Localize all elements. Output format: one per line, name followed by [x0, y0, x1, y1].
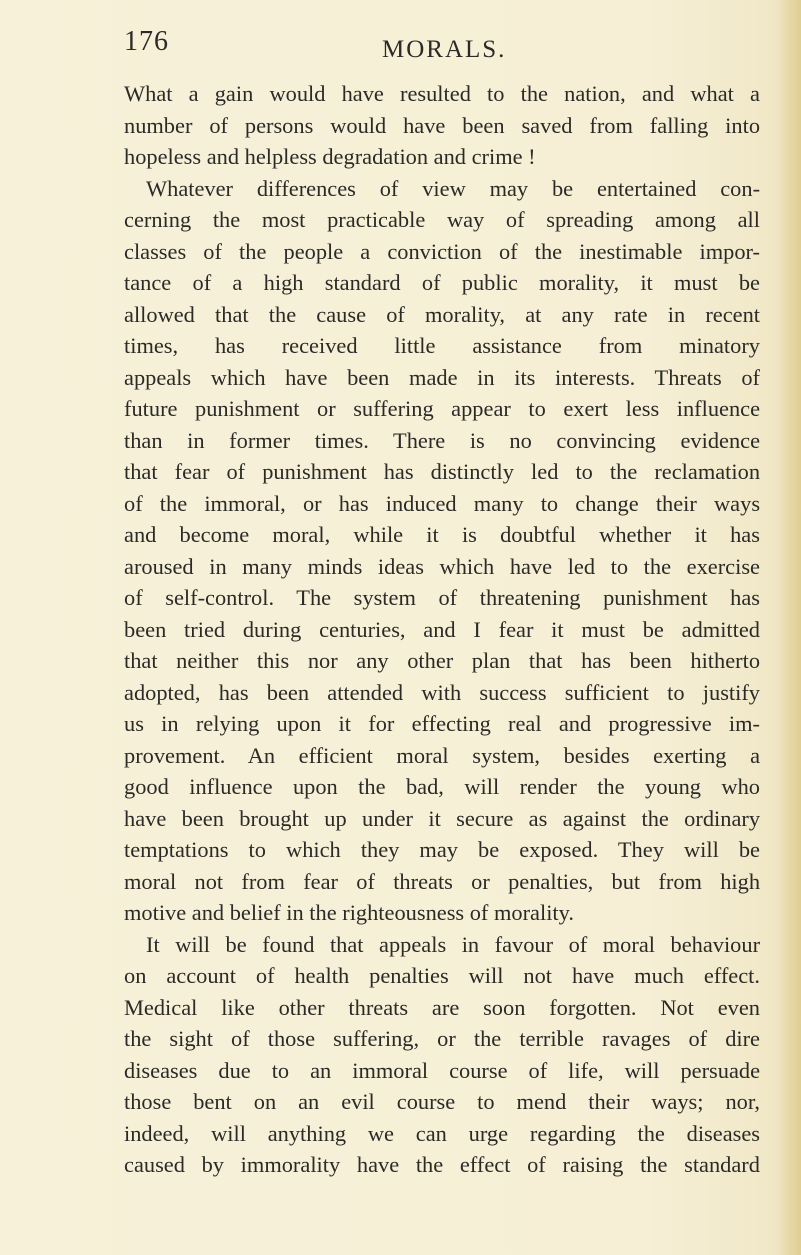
- text-line: allowed that the cause of morality, at any rate in recent: [124, 301, 761, 327]
- text-line: good influence upon the bad, will render the young who: [124, 774, 760, 799]
- text-line: moral not from fear of threats or penalties, but from high: [124, 868, 761, 894]
- text-line: appeals which have been made in its interests. Threats of: [124, 364, 760, 390]
- text-line: adopted, has been attended with success sufficient to justify: [124, 679, 760, 705]
- paragraph: [124, 929, 760, 1181]
- text-line: of the immoral, or has induced many to change their ways: [124, 490, 761, 516]
- text-line: cerning the most practicable way of spreading among all: [124, 207, 760, 232]
- text-line: number of persons would have been saved from falling into: [124, 112, 761, 138]
- paragraph: [124, 78, 760, 173]
- text-line: provement. An efficient moral system, besides exerting a: [124, 742, 761, 768]
- text-line: future punishment or suffering appear to exert less influence: [124, 396, 761, 421]
- text-line: on account of health penalties will not have much effect.: [124, 963, 760, 988]
- text-line: motive and belief in the righteousness of morality.: [124, 900, 574, 925]
- body-text: [124, 78, 760, 1181]
- text-line: than in former times. There is no convincing evidence: [124, 427, 761, 453]
- text-line: that neither this nor any other plan that has been hitherto: [124, 648, 761, 673]
- paragraph: [124, 173, 760, 929]
- text-line: indeed, will anything we can urge regarding the diseases: [124, 1120, 761, 1146]
- running-title: MORALS.: [382, 36, 507, 63]
- text-line: times, has received little assistance from minatory: [124, 333, 760, 358]
- text-line: caused by immorality have the effect of raising the standard: [124, 1152, 760, 1177]
- text-line: It will be found that appeals in favour of moral behaviour: [146, 931, 761, 957]
- text-line: Whatever differences of view may be entertained con-: [146, 175, 761, 201]
- text-line: have been brought up under it secure as against the ordinary: [124, 805, 761, 831]
- text-line: temptations to which they may be exposed. They will be: [124, 837, 760, 862]
- text-line: classes of the people a conviction of the inestimable impor-: [124, 238, 761, 264]
- text-line: been tried during centuries, and I fear it must be admitted: [124, 616, 760, 642]
- text-line: tance of a high standard of public morality, it must be: [124, 270, 761, 295]
- text-line: aroused in many minds ideas which have led to the exercise: [124, 553, 760, 579]
- page-header: [124, 12, 644, 72]
- page-number: 176: [124, 26, 169, 57]
- text-line: of self-control. The system of threatening punishment has: [124, 585, 761, 610]
- text-line: hopeless and helpless degradation and crime !: [124, 144, 536, 169]
- text-line: diseases due to an immoral course of life, will persuade: [124, 1057, 761, 1083]
- text-line: Medical like other threats are soon forgotten. Not even: [124, 994, 760, 1020]
- text-line: the sight of those suffering, or the terrible ravages of dire: [124, 1026, 760, 1051]
- text-line: What a gain would have resulted to the nation, and what a: [124, 81, 760, 106]
- page-edge-shadow: [779, 0, 801, 1255]
- text-line: those bent on an evil course to mend their ways; nor,: [124, 1089, 761, 1114]
- text-line: that fear of punishment has distinctly led to the reclamation: [124, 459, 761, 484]
- text-line: us in relying upon it for effecting real and progressive im-: [124, 711, 761, 736]
- text-line: and become moral, while it is doubtful whether it has: [124, 522, 760, 547]
